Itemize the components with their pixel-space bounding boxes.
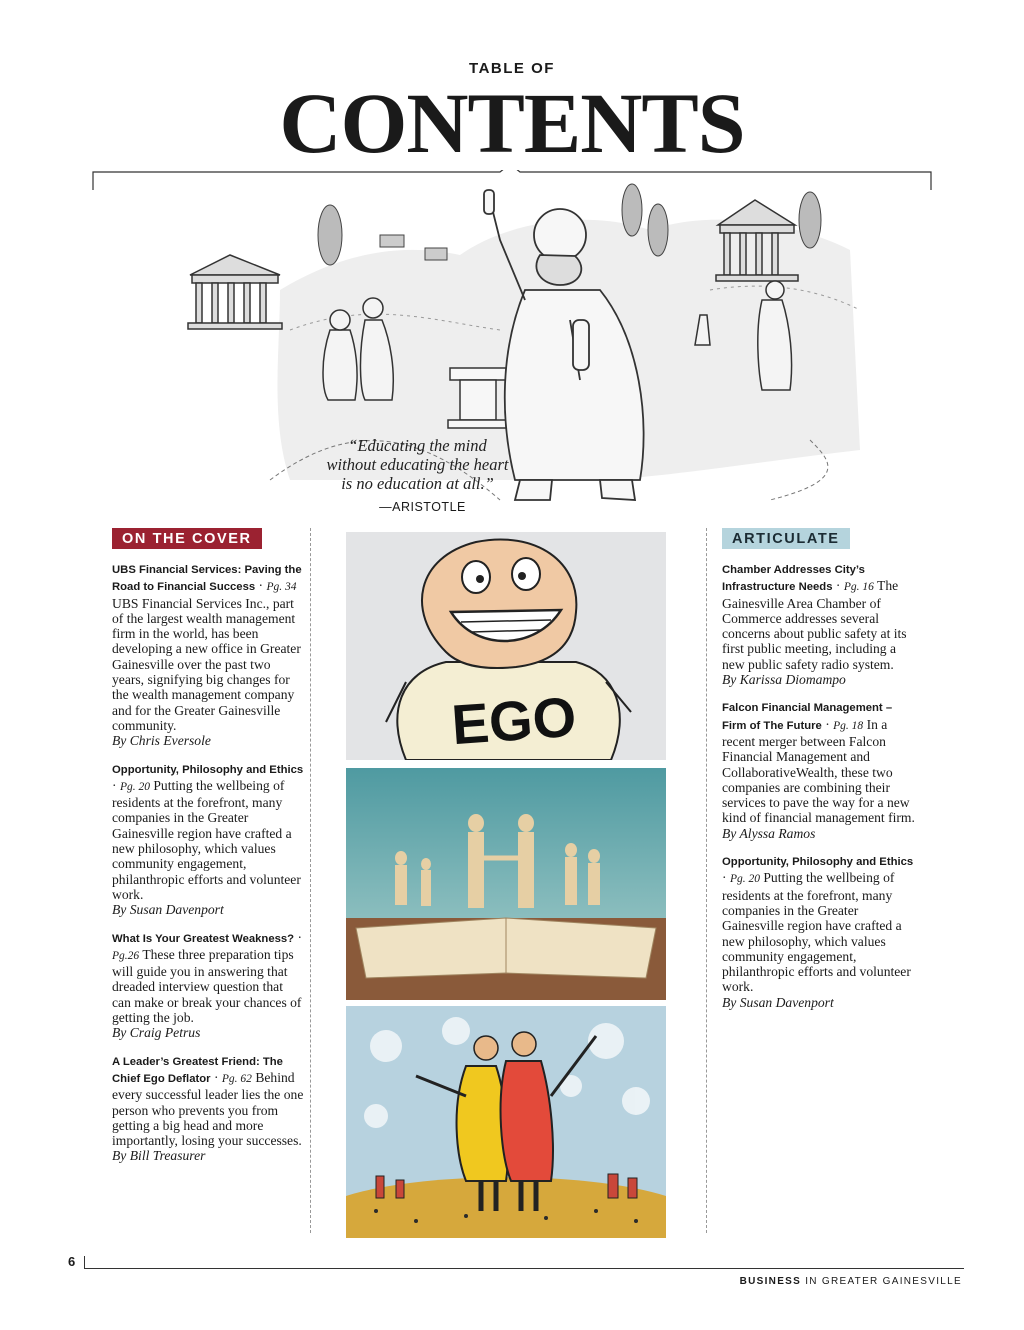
entry-title: Opportunity, Philosophy and Ethics: [722, 856, 914, 869]
folio-tick: [84, 1256, 85, 1268]
entry-byline: By Bill Treasurer: [112, 1148, 206, 1164]
toc-entry[interactable]: Opportunity, Philosophy and Ethics · Pg. 20 Putting the wellbeing of residents at the forefront, many companies in the Greater Gainesville region have crafted a new philosophy, which values community engagement, philanthropic efforts and volunteer work. By Susan Davenport: [722, 853, 918, 1010]
entry-title: Opportunity, Philosophy and Ethics: [112, 763, 304, 776]
column-divider: [706, 528, 707, 1233]
entry-title: What Is Your Greatest Weakness?: [112, 932, 295, 945]
aristotle-quote: “Educating the mind without educating the heart is no education at all.”: [326, 436, 509, 493]
entry-byline: By Alyssa Ramos: [722, 825, 816, 841]
entry-byline: By Susan Davenport: [112, 902, 224, 918]
toc-entry[interactable]: Chamber Addresses City’s Infrastructure Needs · Pg. 16 The Gainesville Area Chamber of Commerce addresses several concerns about public safety at its first public meeting, including a new public safety radio system. By Karissa Diomampo: [722, 561, 918, 687]
entry-body: Putting the wellbeing of residents at the forefront, many companies in the Greater Gainesville region have crafted a new philosophy, which values community engagement, philanthropic efforts and volunteer work.: [722, 870, 911, 995]
publication-name: [740, 1276, 962, 1287]
toc-entry[interactable]: A Leader’s Greatest Friend: The Chief Ego Deflator · Pg. 62 Behind every successful leader lies the one person who prevents you from getting a big head and more importantly, losing your successes. By Bill Treasurer: [112, 1055, 304, 1164]
page-number: 6: [68, 1254, 76, 1269]
on-the-cover-tag: ON THE COVER: [112, 528, 262, 549]
entry-body: These three preparation tips will guide you in answering that dreaded interview question that can make or break your chances of getting the job.: [112, 946, 302, 1026]
handshake-book-illustration: [346, 768, 666, 1000]
publication-name-rest: IN GREATER GAINESVILLE: [801, 1276, 962, 1287]
toc-entry[interactable]: Falcon Financial Management – Firm of The Future · Pg. 18 In a recent merger between Falcon Financial Management and CollaborativeWealth, these two companies are combining their services to pave the way for a new kind of financial management firm. By Alyssa Ramos: [722, 699, 918, 841]
entry-byline: By Chris Eversole: [112, 733, 211, 749]
entry-page: Pg. 34: [266, 581, 297, 594]
toc-entry[interactable]: UBS Financial Services: Paving the Road to Financial Success · Pg. 34 UBS Financial Services Inc., part of the largest wealth management firm in the world, has been developing a new office in Greater Gainesville over the past two years, signifying big changes for the wealth management company and for the Greater Gainesville community. By Chris Eversole: [112, 561, 304, 749]
entry-title: UBS Financial Services: Paving the Road to Financial Success: [112, 564, 302, 594]
entry-body: Behind every successful leader lies the one person who prevents you from getting a big head and more importantly, losing your successes.: [112, 1069, 304, 1149]
articulate-tag: ARTICULATE: [722, 528, 850, 549]
entry-page: Pg.26: [112, 949, 140, 962]
ego-text: EGO: [449, 684, 579, 757]
page-kicker: TABLE OF: [469, 60, 555, 77]
ego-illustration: [346, 532, 666, 760]
entry-page: Pg. 18: [833, 719, 864, 732]
entry-page: Pg. 20: [119, 780, 150, 793]
entry-title: Falcon Financial Management – Firm of The Future: [722, 702, 893, 732]
footer-rule: [84, 1268, 964, 1269]
leaders-field-illustration: [346, 1006, 666, 1238]
page-title: CONTENTS: [279, 75, 745, 171]
entry-page: Pg. 16: [843, 581, 874, 594]
entry-body: Putting the wellbeing of residents at the forefront, many companies in the Greater Gainesville region have crafted a new philosophy, which values community engagement, philanthropic efforts and volunteer work.: [112, 777, 301, 902]
quote-attribution: —ARISTOTLE: [379, 500, 466, 514]
entry-page: Pg. 20: [729, 873, 760, 886]
entry-title: A Leader’s Greatest Friend: The Chief Ego Deflator: [112, 1055, 283, 1085]
entry-byline: By Karissa Diomampo: [722, 672, 846, 688]
toc-entry[interactable]: What Is Your Greatest Weakness? · Pg.26 These three preparation tips will guide you in answering that dreaded interview question that can make or break your chances of getting the job. By Craig Petrus: [112, 929, 303, 1041]
publication-name-bold: BUSINESS: [739, 1276, 802, 1287]
on-the-cover-column: [112, 528, 304, 1164]
entry-body: In a recent merger between Falcon Financial Management and CollaborativeWealth, these two companies are combining their services to pave the way for a new kind of financial management firm.: [722, 716, 915, 826]
entry-body: The Gainesville Area Chamber of Commerce addresses several concerns about public safety at its first public meeting, including a new public safety radio system.: [722, 578, 907, 672]
articulate-column: [722, 528, 918, 1010]
entry-byline: By Craig Petrus: [112, 1025, 201, 1041]
entry-body: UBS Financial Services Inc., part of the largest wealth management firm in the world, has been developing a new office in Greater Gainesville over the past two years, signifying big changes for the wealth management company and for the Greater Gainesville community.: [112, 595, 301, 733]
entry-byline: By Susan Davenport: [722, 994, 834, 1010]
entry-page: Pg. 62: [221, 1072, 252, 1085]
column-divider: [310, 528, 311, 1233]
entry-title: Chamber Addresses City’s Infrastructure Needs: [722, 564, 865, 594]
toc-entry[interactable]: Opportunity, Philosophy and Ethics · Pg. 20 Putting the wellbeing of residents at the forefront, many companies in the Greater Gainesville region have crafted a new philosophy, which values community engagement, philanthropic efforts and volunteer work. By Susan Davenport: [112, 763, 304, 918]
